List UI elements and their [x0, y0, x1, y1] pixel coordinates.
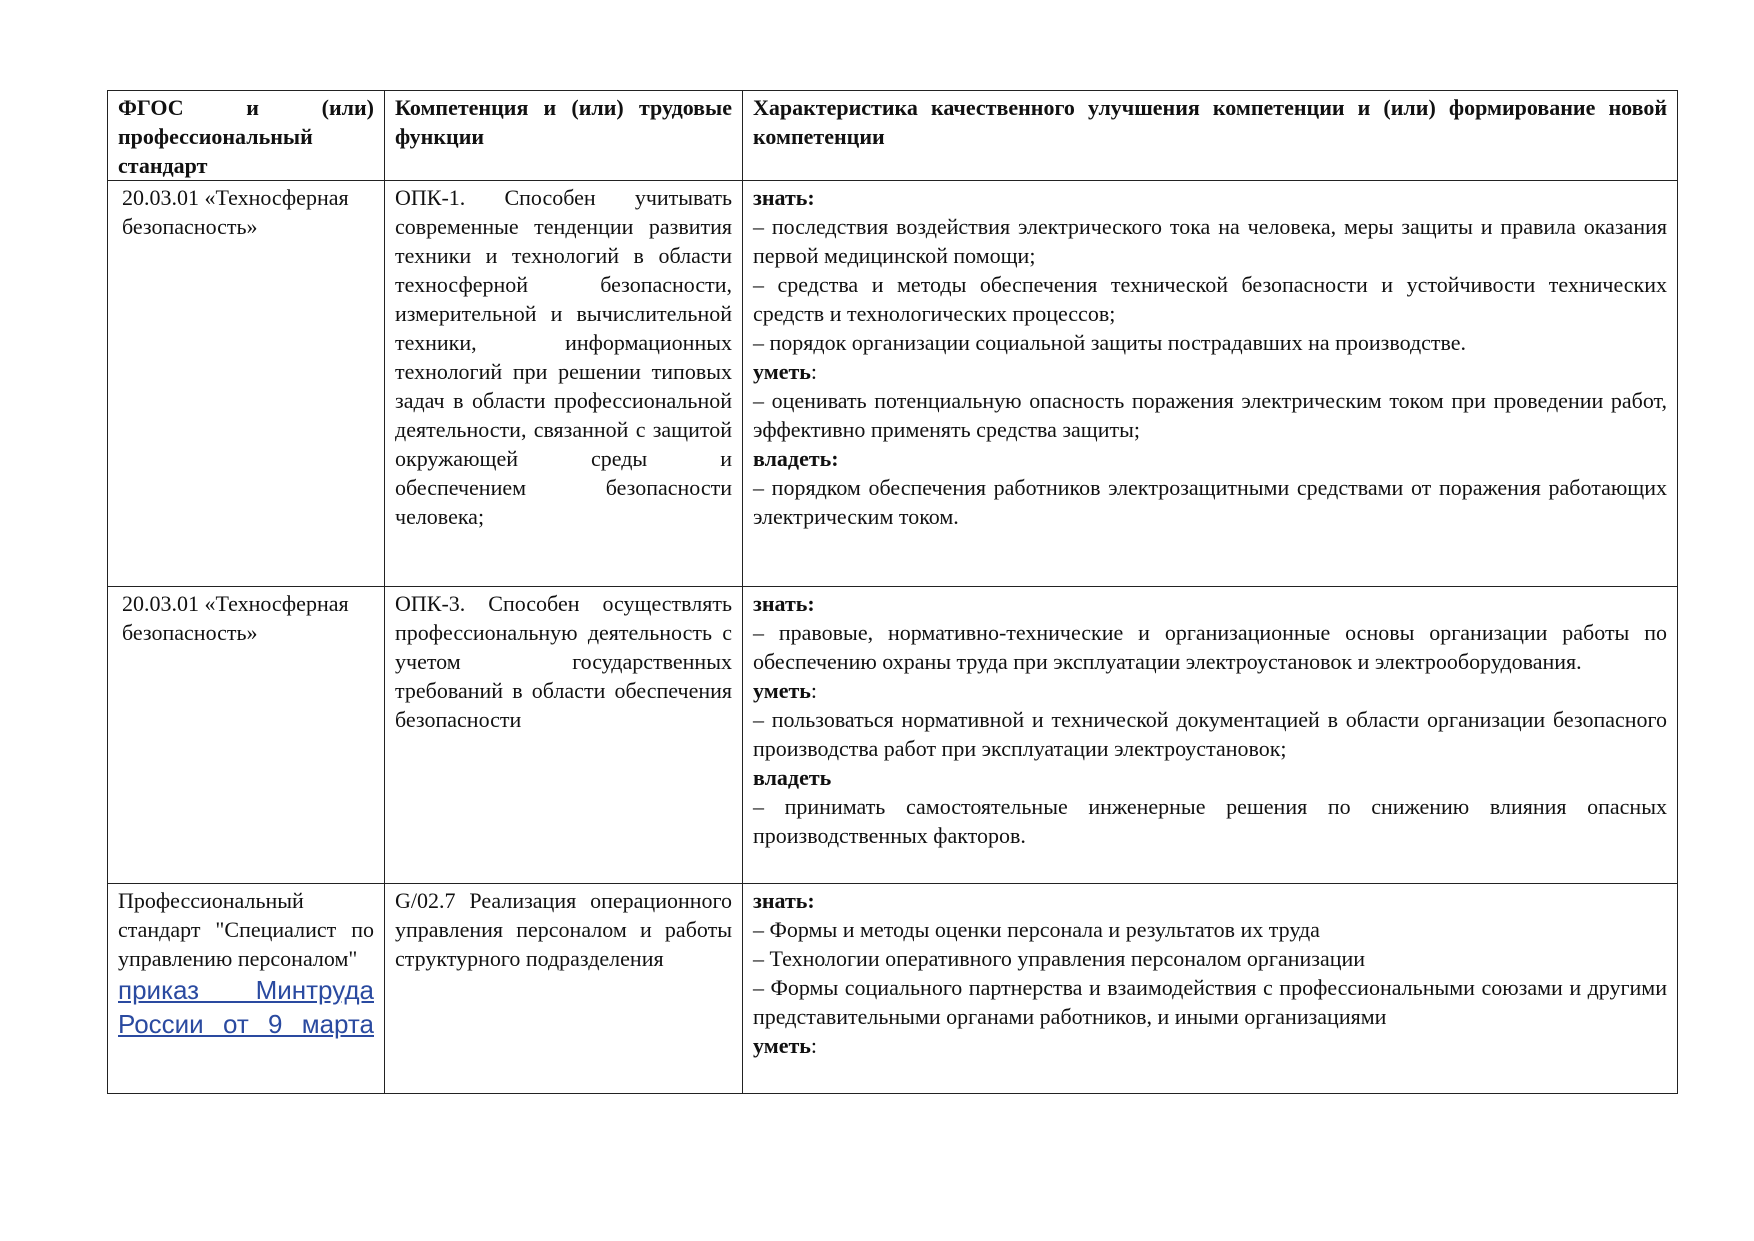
list-item: [753, 915, 1667, 944]
competence-cell: [385, 587, 743, 884]
heading-label: владеть: [753, 765, 832, 790]
competence-table: [107, 90, 1678, 1094]
item-text: :: [810, 359, 818, 384]
item-text: – правовые, нормативно-технические и организационные основы организации работы по обеспечению охраны труда при эксплуатации электроустановок и электрооборудования.: [753, 620, 1667, 674]
heading-label: уметь: [753, 678, 811, 703]
item-text: – порядок организации социальной защиты пострадавших на производстве.: [753, 330, 1467, 355]
section-heading: [753, 444, 1667, 473]
list-item: [753, 270, 1667, 328]
item-text: – Технологии оперативного управления персоналом организации: [753, 946, 1366, 971]
order-link[interactable]: приказ Минтруда России от 9 марта: [118, 975, 374, 1039]
item-text: :: [810, 678, 818, 703]
competence-cell: [385, 884, 743, 1094]
heading-label: владеть:: [753, 446, 839, 471]
list-item: [753, 328, 1667, 357]
item-text: – средства и методы обеспечения технической безопасности и устойчивости технических средств и технологических процессов;: [753, 272, 1667, 326]
table-header-row: [108, 91, 1678, 181]
section-heading: [753, 886, 1667, 915]
header-characteristic: Характеристика качественного улучшения компетенции и (или) формирование новой компетенции: [743, 91, 1678, 181]
competence-text: ОПК-1. Способен учитывать современные тенденции развития техники и технологий в области техносферной безопасности, измерительной и вычислительной техники, информационных технологий при решении типовых задач в области профессиональной деятельности, связанной с защитой окружающей среды и обеспечением безопасности человека;: [395, 185, 732, 529]
standard-cell: [108, 587, 385, 884]
list-item: [753, 705, 1667, 763]
item-text: – Формы и методы оценки персонала и результатов их труда: [753, 917, 1320, 942]
section-heading: [753, 1031, 1667, 1060]
section-heading: [753, 357, 1667, 386]
table-row: [108, 884, 1678, 1094]
item-text: – порядком обеспечения работников электрозащитными средствами от поражения работающих электрическим током.: [753, 475, 1667, 529]
standard-text: 20.03.01 «Техносферная безопасность»: [122, 185, 349, 239]
item-text: – Формы социального партнерства и взаимодействия с профессиональными союзами и другими представительными органами работников, и иными организациями: [753, 975, 1667, 1029]
competence-text: ОПК-3. Способен осуществлять профессиональную деятельность с учетом государственных требований в области обеспечения безопасности: [395, 591, 732, 732]
item-text: – последствия воздействия электрического тока на человека, меры защиты и правила оказания первой медицинской помощи;: [753, 214, 1667, 268]
competence-cell: [385, 181, 743, 587]
header-competence: Компетенция и (или) трудовые функции: [385, 91, 743, 181]
list-item: [753, 212, 1667, 270]
section-heading: [753, 589, 1667, 618]
item-text: – пользоваться нормативной и технической документацией в области организации безопасного производства работ при эксплуатации электроустановок;: [753, 707, 1667, 761]
table-row: [108, 181, 1678, 587]
item-text: :: [810, 1033, 818, 1058]
section-heading: [753, 763, 1667, 792]
list-item: [753, 618, 1667, 676]
standard-text: 20.03.01 «Техносферная безопасность»: [122, 591, 349, 645]
list-item: [753, 473, 1667, 531]
standard-cell: [108, 884, 385, 1094]
list-item: [753, 944, 1667, 973]
details-cell: [743, 884, 1678, 1094]
heading-label: знать:: [753, 888, 815, 913]
heading-label: уметь: [753, 359, 811, 384]
header-standard: ФГОС и (или) профессиональный стандарт: [108, 91, 385, 181]
heading-label: уметь: [753, 1033, 811, 1058]
section-heading: [753, 676, 1667, 705]
standard-cell: [108, 181, 385, 587]
list-item: [753, 792, 1667, 850]
item-text: – принимать самостоятельные инженерные решения по снижению влияния опасных производственных факторов.: [753, 794, 1667, 848]
details-cell: [743, 587, 1678, 884]
standard-text: Профессиональный стандарт "Специалист по управлению персоналом": [118, 888, 374, 971]
section-heading: [753, 183, 1667, 212]
list-item: [753, 973, 1667, 1031]
heading-label: знать:: [753, 591, 815, 616]
details-cell: [743, 181, 1678, 587]
list-item: [753, 386, 1667, 444]
competence-text: G/02.7 Реализация операционного управления персоналом и работы структурного подразделения: [395, 888, 732, 971]
table-row: [108, 587, 1678, 884]
heading-label: знать:: [753, 185, 815, 210]
item-text: – оценивать потенциальную опасность поражения электрическим током при проведении работ, эффективно применять средства защиты;: [753, 388, 1667, 442]
